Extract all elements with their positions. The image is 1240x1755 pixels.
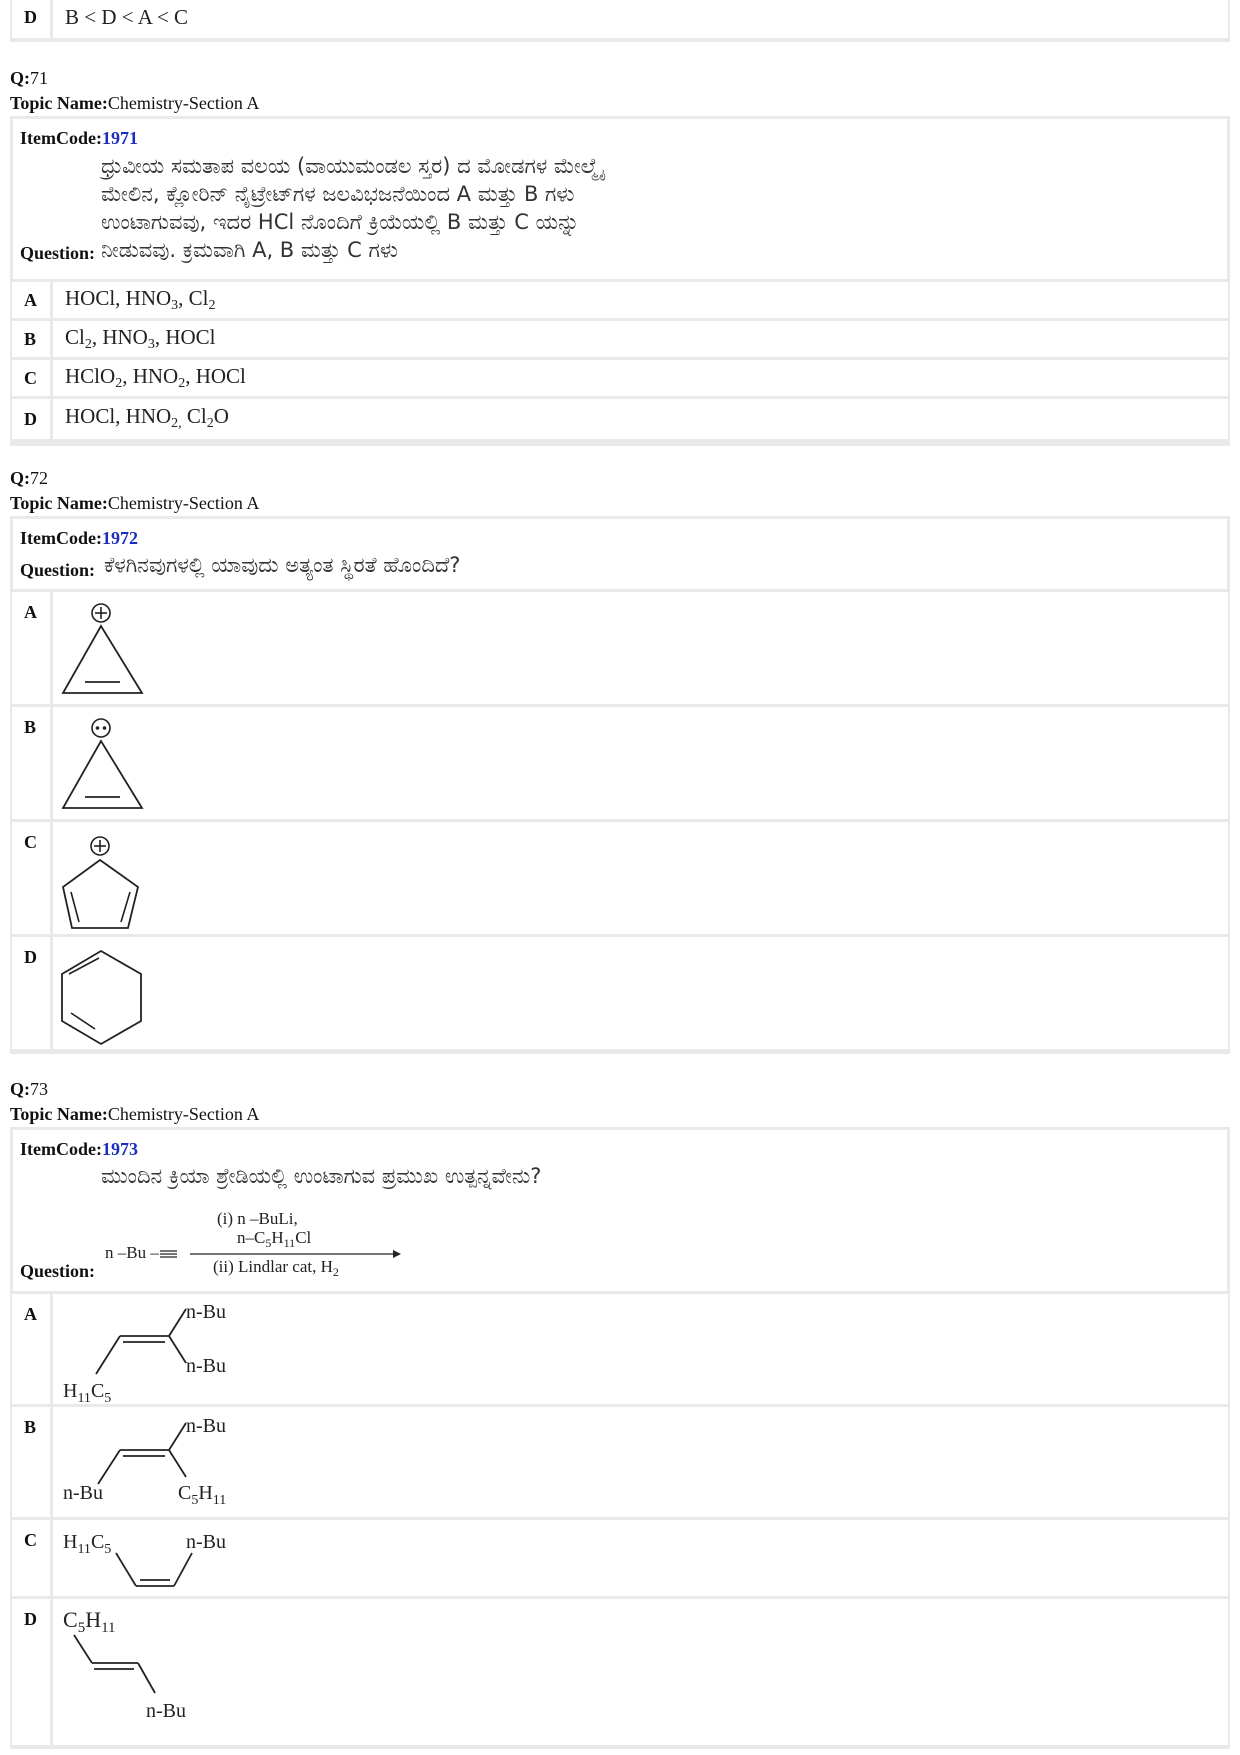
svg-text:n-Bu: n-Bu [186,1301,226,1323]
option-row[interactable] [12,360,1228,396]
option-text: HOCl, $HNO_{2,}$ $Cl_2O$ [65,404,229,431]
question-number: Q:72 [10,468,48,488]
option-label: A [24,602,37,622]
option-text: B < D < A < C [65,5,189,29]
option-label: C [24,832,37,852]
option-text: $Cl_2$, $HNO_3$, HOCl [65,325,216,352]
option-row[interactable] [12,937,1228,1049]
option-label: A [24,1304,37,1324]
svg-text:C5H11: $C_5H_{11}$ [63,1607,116,1636]
question-line: ನೀಡುವವು. ಕ್ರಮವಾಗಿ A, B ಮತ್ತು C ಗಳು [101,238,398,262]
option-label: D [24,7,37,27]
reagent-2: $n-C_5H_{11}Cl$ [237,1228,312,1250]
svg-text:C5H11: $C_5H_{11}$ [178,1482,227,1508]
question-label: Question: [20,243,96,263]
question-text: ಕೆಳಗಿನವುಗಳಲ್ಲಿ ಯಾವುದು ಅತ್ಯಂತ ಸ್ಥಿರತೆ ಹೊಂದಿದೆ? [104,553,461,577]
prev-options-box [10,0,1230,42]
question-label: Question: [20,560,96,580]
cyclohexadiene-structure [58,941,158,1046]
option-label: C [24,368,37,388]
question-line: ಧ್ರುವೀಯ ಸಮತಾಪ ವಲಯ (ವಾಯುಮಂಡಲ ಸ್ತರ) ದ ಮೋಡಗಳ ಮೇಲ್ಮೈ [101,154,602,178]
option-label: B [24,1417,37,1437]
option-label: D [24,947,37,967]
option-label: D [24,409,37,429]
item-code: ItemCode:1971 [20,128,138,148]
reaction-scheme [105,1210,405,1290]
svg-text:n-Bu: n-Bu [186,1355,226,1377]
cyclopropenyl-anion-structure [58,711,158,816]
reactant: n –Bu – [105,1243,159,1262]
question-line: ಉಂಟಾಗುವವು, ಇದರ HCl ನೊಂದಿಗೆ ಕ್ರಿಯೆಯಲ್ಲಿ B ಮತ್ತು C ಯನ್ನು [101,210,580,234]
option-row[interactable] [12,1294,1228,1404]
alkene-structure-a [58,1296,258,1406]
question-number: Q:73 [10,1079,48,1099]
svg-text:n-Bu: n-Bu [186,1415,226,1437]
option-row[interactable] [12,282,1228,318]
option-label: D [24,1609,37,1629]
item-code: ItemCode:1973 [20,1139,138,1159]
option-label: B [24,329,37,349]
option-row[interactable] [12,399,1228,439]
svg-text:H11C5: $H_{11}C_5$ [63,1531,112,1557]
svg-text:H11C5: $H_{11}C_5$ [63,1380,112,1406]
svg-text:n-Bu: n-Bu [186,1531,226,1553]
question-box [10,516,1230,1054]
question-number: Q:71 [10,68,48,88]
topic-name: Topic Name:Chemistry-Section A [10,1104,260,1124]
question-box [10,116,1230,446]
alkene-structure-d [58,1599,258,1739]
topic-name: Topic Name:Chemistry-Section A [10,493,260,513]
cyclopentadienyl-cation-structure [58,826,158,931]
alkene-structure-c [58,1520,278,1596]
option-text: HOCl, $HNO_3$, $Cl_2$ [65,286,216,313]
option-row[interactable] [12,1520,1228,1596]
question-box [10,1127,1230,1749]
option-label: C [24,1530,37,1550]
option-row[interactable] [12,321,1228,357]
option-row[interactable] [12,1407,1228,1517]
question-text: ಮುಂದಿನ ಕ್ರಿಯಾ ಶ್ರೇಡಿಯಲ್ಲಿ ಉಂಟಾಗುವ ಪ್ರಮುಖ ಉತ್ಪನ್ನವೇನು? [101,1164,542,1188]
svg-text:n-Bu: n-Bu [146,1700,186,1722]
option-text: HClO$_2$, $HNO_2$, HOCl [65,364,246,391]
option-row[interactable] [12,822,1228,934]
reagent-3: (ii) Lindlar cat, $H_2$ [213,1257,339,1279]
option-label: B [24,717,37,737]
question-line: ಮೇಲಿನ, ಕ್ಲೋರಿನ್ ನೈಟ್ರೇಟ್‌ಗಳ ಜಲವಿಭಜನೆಯಿಂದ A ಮತ್ತು B ಗಳು [101,182,575,206]
alkene-structure-b [58,1409,258,1514]
reagent-1: (i) n –BuLi, [217,1209,298,1228]
item-code: ItemCode:1972 [20,528,138,548]
svg-text:n-Bu: n-Bu [63,1482,103,1504]
cyclopropenyl-cation-structure [58,596,158,701]
question-label: Question: [20,1261,96,1281]
option-label: A [24,290,37,310]
option-row[interactable] [12,0,1228,38]
topic-name: Topic Name:Chemistry-Section A [10,93,260,113]
option-row[interactable] [12,1599,1228,1745]
option-row[interactable] [12,707,1228,819]
option-row[interactable] [12,592,1228,704]
